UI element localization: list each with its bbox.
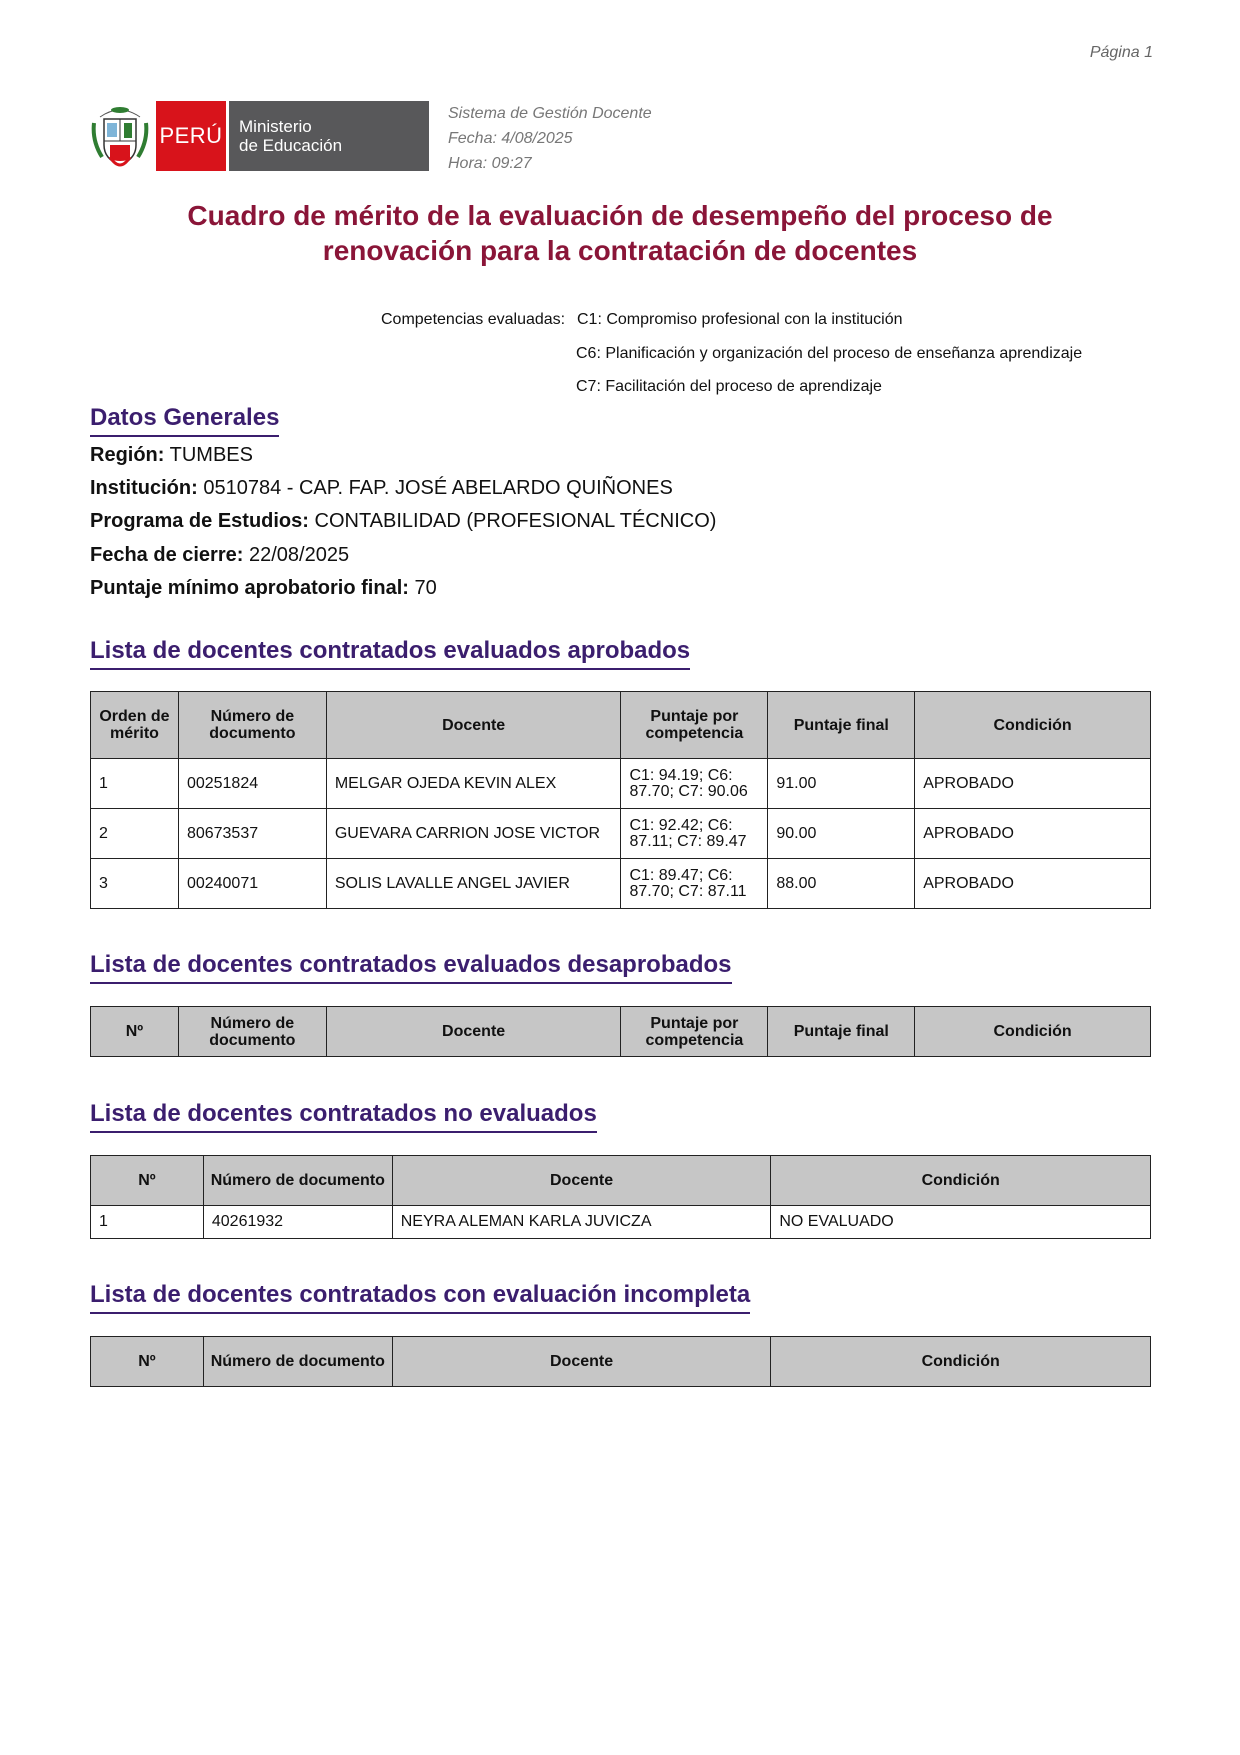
table-row — [91, 759, 1151, 809]
min-score-value: 70 — [414, 577, 437, 599]
col-condition: Condición — [771, 1156, 1151, 1206]
closing-value: 22/08/2025 — [248, 544, 350, 566]
document-cell: 40261932 — [203, 1206, 392, 1239]
col-number: Nº — [91, 1007, 179, 1057]
header-logos — [90, 101, 429, 173]
col-order: Orden de mérito — [91, 692, 179, 759]
col-document: Número de documento — [178, 1007, 326, 1057]
table-row — [91, 1206, 1151, 1239]
general-heading: Datos Generales — [90, 404, 279, 437]
table-row — [91, 809, 1151, 859]
region-label: Región: — [90, 444, 165, 466]
col-document: Número de documento — [203, 1337, 392, 1387]
competency-cell: C1: 94.19; C6: 87.70; C7: 90.06 — [621, 759, 768, 809]
failed-table — [90, 1006, 1151, 1057]
competencies-label: Competencias evaluadas: — [381, 311, 566, 328]
col-teacher: Docente — [326, 1007, 621, 1057]
failed-heading: Lista de docentes contratados evaluados desaprobados — [90, 951, 732, 984]
competency-cell: C1: 89.47; C6: 87.70; C7: 87.11 — [621, 859, 768, 909]
col-number: Nº — [91, 1156, 204, 1206]
order-cell: 3 — [91, 859, 179, 909]
coat-of-arms-icon — [90, 101, 150, 173]
final-score-cell: 88.00 — [768, 859, 915, 909]
col-final-score: Puntaje final — [768, 1007, 915, 1057]
closing-date-line — [90, 543, 349, 567]
page-number: Página 1 — [1089, 44, 1153, 61]
institution-label: Institución: — [90, 477, 198, 499]
number-cell: 1 — [91, 1206, 204, 1239]
incomplete-table — [90, 1336, 1151, 1387]
condition-cell: APROBADO — [915, 759, 1151, 809]
institution-line — [90, 476, 673, 500]
closing-label: Fecha de cierre: — [90, 544, 244, 566]
system-name: Sistema de Gestión Docente — [448, 105, 652, 122]
col-teacher: Docente — [392, 1337, 771, 1387]
min-score-label: Puntaje mínimo aprobatorio final: — [90, 577, 409, 599]
col-competency-score: Puntaje por competencia — [621, 1007, 768, 1057]
not-evaluated-table — [90, 1155, 1151, 1239]
col-condition: Condición — [915, 1007, 1151, 1057]
competency-c1: C1: Compromiso profesional con la institución — [577, 311, 903, 328]
col-competency-score: Puntaje por competencia — [621, 692, 768, 759]
ministry-line2: de Educación — [239, 136, 343, 155]
col-number: Nº — [91, 1337, 204, 1387]
col-condition: Condición — [915, 692, 1151, 759]
condition-cell: NO EVALUADO — [771, 1206, 1151, 1239]
program-label: Programa de Estudios: — [90, 510, 309, 532]
incomplete-heading: Lista de docentes contratados con evaluación incompleta — [90, 1281, 750, 1314]
teacher-cell: SOLIS LAVALLE ANGEL JAVIER — [326, 859, 621, 909]
document-cell: 00251824 — [178, 759, 326, 809]
col-final-score: Puntaje final — [768, 692, 915, 759]
col-document: Número de documento — [203, 1156, 392, 1206]
institution-value: 0510784 - CAP. FAP. JOSÉ ABELARDO QUIÑONES — [203, 477, 673, 499]
teacher-cell: MELGAR OJEDA KEVIN ALEX — [326, 759, 621, 809]
teacher-cell: NEYRA ALEMAN KARLA JUVICZA — [392, 1206, 771, 1239]
page-title — [90, 198, 1150, 268]
col-teacher: Docente — [392, 1156, 771, 1206]
approved-heading: Lista de docentes contratados evaluados aprobados — [90, 637, 690, 670]
condition-cell: APROBADO — [915, 809, 1151, 859]
order-cell: 1 — [91, 759, 179, 809]
region-value: TUMBES — [169, 444, 253, 466]
competency-c7: C7: Facilitación del proceso de aprendizaje — [576, 378, 882, 395]
col-teacher: Docente — [326, 692, 621, 759]
report-date: Fecha: 4/08/2025 — [448, 130, 573, 147]
min-score-line — [90, 576, 437, 600]
competency-cell: C1: 92.42; C6: 87.11; C7: 89.47 — [621, 809, 768, 859]
col-document: Número de documento — [178, 692, 326, 759]
report-time: Hora: 09:27 — [448, 155, 532, 172]
order-cell: 2 — [91, 809, 179, 859]
final-score-cell: 91.00 — [768, 759, 915, 809]
condition-cell: APROBADO — [915, 859, 1151, 909]
title-line2: renovación para la contratación de docentes — [322, 235, 918, 266]
approved-table — [90, 691, 1151, 909]
not-evaluated-heading: Lista de docentes contratados no evaluados — [90, 1100, 597, 1133]
report-meta — [448, 101, 652, 176]
peru-logo: PERÚ — [156, 101, 226, 171]
title-line1: Cuadro de mérito de la evaluación de desempeño del proceso de — [187, 200, 1053, 231]
document-cell: 00240071 — [178, 859, 326, 909]
competency-c6: C6: Planificación y organización del proceso de enseñanza aprendizaje — [576, 345, 1083, 362]
program-value: CONTABILIDAD (PROFESIONAL TÉCNICO) — [314, 510, 717, 532]
program-line — [90, 509, 716, 533]
table-row — [91, 859, 1151, 909]
final-score-cell: 90.00 — [768, 809, 915, 859]
ministry-logo — [229, 101, 429, 171]
col-condition: Condición — [771, 1337, 1151, 1387]
region-line — [90, 443, 253, 467]
teacher-cell: GUEVARA CARRION JOSE VICTOR — [326, 809, 621, 859]
ministry-line1: Ministerio — [239, 117, 312, 136]
document-cell: 80673537 — [178, 809, 326, 859]
